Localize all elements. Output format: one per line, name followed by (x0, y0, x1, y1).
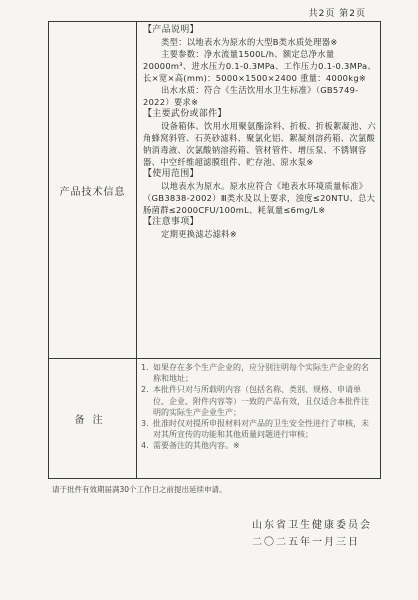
note-item: 4. 需要备注的其他内容。※ (141, 441, 240, 451)
issue-date: 二〇二五年一月三日 (252, 537, 360, 548)
note-item: 3. 批准时仅对提所申报材料对产品的卫生安全性进行了审核，未对其所宣传的功能和其他质量问题进行审核； (141, 419, 369, 440)
attention-line: 定期更换滤芯滤料※ (161, 229, 238, 239)
tech-info-label: 产品技术信息 (49, 22, 137, 358)
remarks-label: 备注 (49, 359, 137, 478)
note-item: 2. 本批件只对与所载明内容（包括名称、类别、规格、申请单位、企业、附件内容等）一致的产品有效，且仅适合本批件注明的实际生产企业生产； (141, 385, 369, 417)
tech-info-content (137, 22, 380, 358)
page-indicator: 共2页 第2页 (308, 9, 366, 19)
approval-table (48, 21, 381, 479)
remarks-content (137, 359, 380, 478)
remarks-row (49, 359, 380, 478)
type-line: 类型：以地表水为原水的大型B类水质处理器※ (161, 37, 338, 47)
water-quality-line: 出水水质：符合《生活饮用水卫生标准》（GB5749-2022）要求※ (143, 85, 359, 107)
issuing-authority: 山东省卫生健康委员会 (252, 520, 372, 531)
attention-heading: 【注意事项】 (143, 217, 199, 227)
components-line: 设备箱体、饮用水用聚氨酯涂料、折板、折板絮凝池、六角蜂窝斜管、石英砂滤料、聚氯化铝、絮凝剂溶药箱、次氯酸钠消毒液、次氯酸钠溶药箱、管材管件、增压泵、不锈钢容器、中空纤维超滤膜组件、贮存池、原水泵※ (143, 121, 376, 167)
product-desc-heading: 【产品说明】 (143, 25, 199, 35)
tech-info-row (49, 22, 380, 359)
components-heading: 【主要武份或部件】 (143, 109, 227, 119)
scope-line: 以地表水为原水。原水应符合《地表水环境质量标准》（GB3838-2002）Ⅲ类水及以上要求，浊度≤20NTU、总大肠菌群≤2000CFU/100mL、耗氧量≤6mg/L※ (143, 181, 376, 215)
note-item: 1. 如果存在多个生产企业的，应分别注明每个实际生产企业的名称和地址； (141, 363, 369, 384)
params-line: 主要参数：净水流量1500L/h、额定总净水量20000m³、进水压力0.1-0.3MPa、工作压力0.1-0.3MPa、长×宽×高(mm)：5000×1500×2400 重量：4000kg※ (143, 49, 376, 83)
renewal-footnote: 请于批件有效期届满30个工作日之前提出延续申请。 (52, 485, 227, 494)
scope-heading: 【使用范围】 (143, 169, 199, 179)
